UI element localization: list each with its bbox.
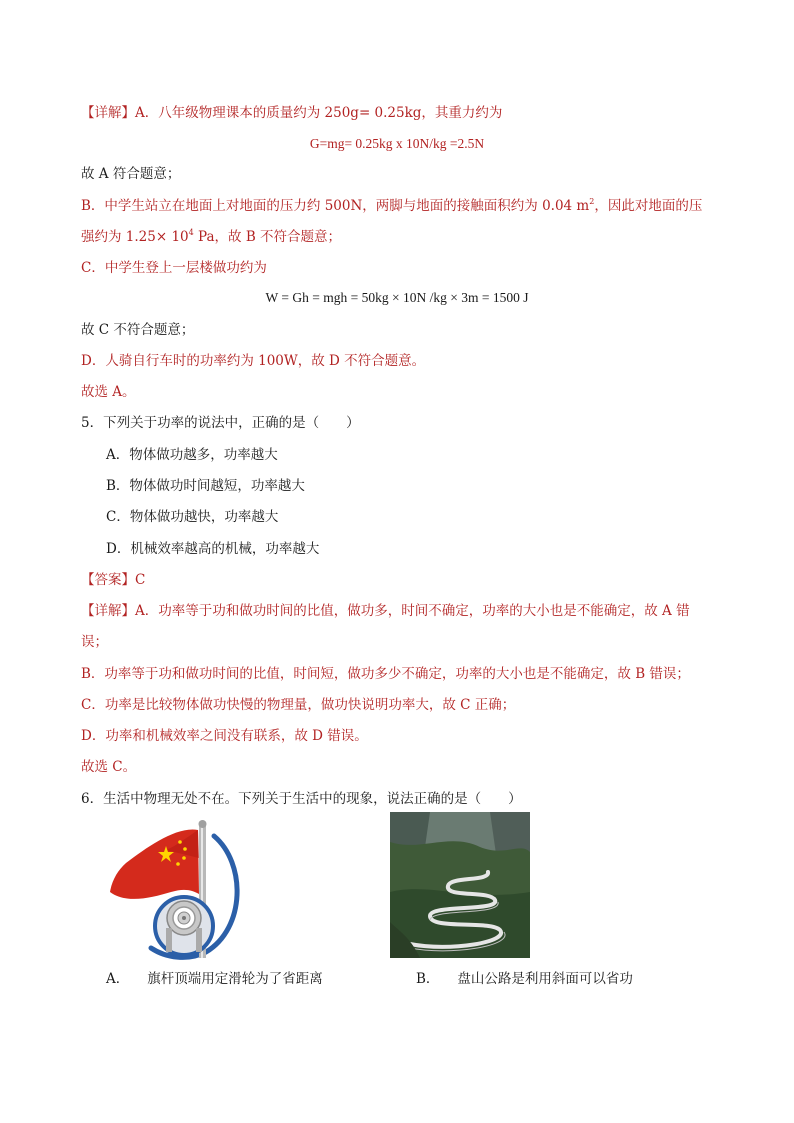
answer-value: C bbox=[135, 572, 146, 588]
item5-detail-a-line1 bbox=[81, 602, 690, 620]
item5-detail-b: B．功率等于功和做功时间的比值，时间短，做功多少不确定，功率的大小也是不能确定，故 B 错误； bbox=[81, 666, 690, 682]
item4-detail-b-line2 bbox=[81, 228, 341, 246]
flag-pulley-image bbox=[106, 818, 242, 960]
detail-b-line2-post: Pa，故 B 不符合题意； bbox=[193, 229, 342, 245]
item5-detail-d: D．功率和机械效率之间没有联系，故 D 错误。 bbox=[81, 728, 368, 744]
detail-tag: 【详解】 bbox=[81, 603, 135, 619]
detail-b-line1-pre: B．中学生站立在地面上对地面的压力约 500N，两脚与地面的接触面积约为 0.04 m bbox=[81, 198, 590, 214]
item4-detail-c: C．中学生登上一层楼做功约为 bbox=[81, 260, 267, 276]
flag-pulley-illustration bbox=[106, 818, 242, 960]
option-b-text: 盘山公路是利用斜面可以省功 bbox=[457, 971, 633, 987]
item4-final: 故选 A。 bbox=[81, 384, 136, 400]
detail-tag: 【详解】 bbox=[81, 105, 135, 121]
detail-b-line2-sup: 4 bbox=[188, 228, 194, 237]
detail-a-text: A．功率等于功和做功时间的比值，做功多，时间不确定，功率的大小也是不能确定，故 A 错 bbox=[135, 603, 690, 619]
detail-b-line2-pre: 强约为 1.25× 10 bbox=[81, 229, 189, 245]
mountain-road-image bbox=[390, 812, 530, 958]
detail-b-line1-sup: 2 bbox=[589, 197, 595, 206]
item6-option-a bbox=[106, 967, 323, 987]
item4-detail-b-line1 bbox=[81, 197, 702, 215]
item4-detail-d: D．人骑自行车时的功率约为 100W，故 D 不符合题意。 bbox=[81, 353, 426, 369]
item5-option-b: B．物体做功时间越短，功率越大 bbox=[106, 478, 305, 494]
option-a-letter: A． bbox=[106, 971, 130, 987]
item5-option-a: A．物体做功越多，功率越大 bbox=[106, 447, 278, 463]
item5-detail-c: C．功率是比较物体做功快慢的物理量，做功快说明功率大，故 C 正确； bbox=[81, 697, 516, 713]
item6-question: 6．生活中物理无处不在。下列关于生活中的现象，说法正确的是（ ） bbox=[81, 791, 522, 807]
detail-b-line1-post: ，因此对地面的压 bbox=[594, 198, 703, 214]
item5-final: 故选 C。 bbox=[81, 759, 137, 775]
item4-conclusion-c: 故 C 不符合题意； bbox=[81, 322, 195, 338]
mountain-road-illustration bbox=[390, 812, 530, 958]
item4-conclusion-a: 故 A 符合题意； bbox=[81, 166, 181, 182]
answer-tag: 【答案】 bbox=[81, 572, 135, 588]
item5-answer bbox=[81, 571, 145, 589]
item4-formula-a: G=mg= 0.25kg x 10N/kg =2.5N bbox=[309, 136, 485, 151]
item5-option-d: D．机械效率越高的机械，功率越大 bbox=[106, 541, 320, 557]
item5-option-c: C．物体做功越快，功率越大 bbox=[106, 509, 279, 525]
option-b-letter: B． bbox=[416, 971, 440, 987]
item5-question: 5．下列关于功率的说法中，正确的是（ ） bbox=[81, 415, 360, 431]
item4-detail-a bbox=[81, 104, 502, 122]
item4-formula-c: W = Gh = mgh = 50kg × 10N /kg × 3m = 1500 J bbox=[265, 290, 529, 305]
item6-option-b bbox=[416, 967, 633, 987]
option-a-text: 旗杆顶端用定滑轮为了省距离 bbox=[147, 971, 323, 987]
detail-a-text: A．八年级物理课本的质量约为 250g= 0.25kg，其重力约为 bbox=[135, 105, 503, 121]
item5-detail-a-line2: 误； bbox=[81, 634, 108, 650]
